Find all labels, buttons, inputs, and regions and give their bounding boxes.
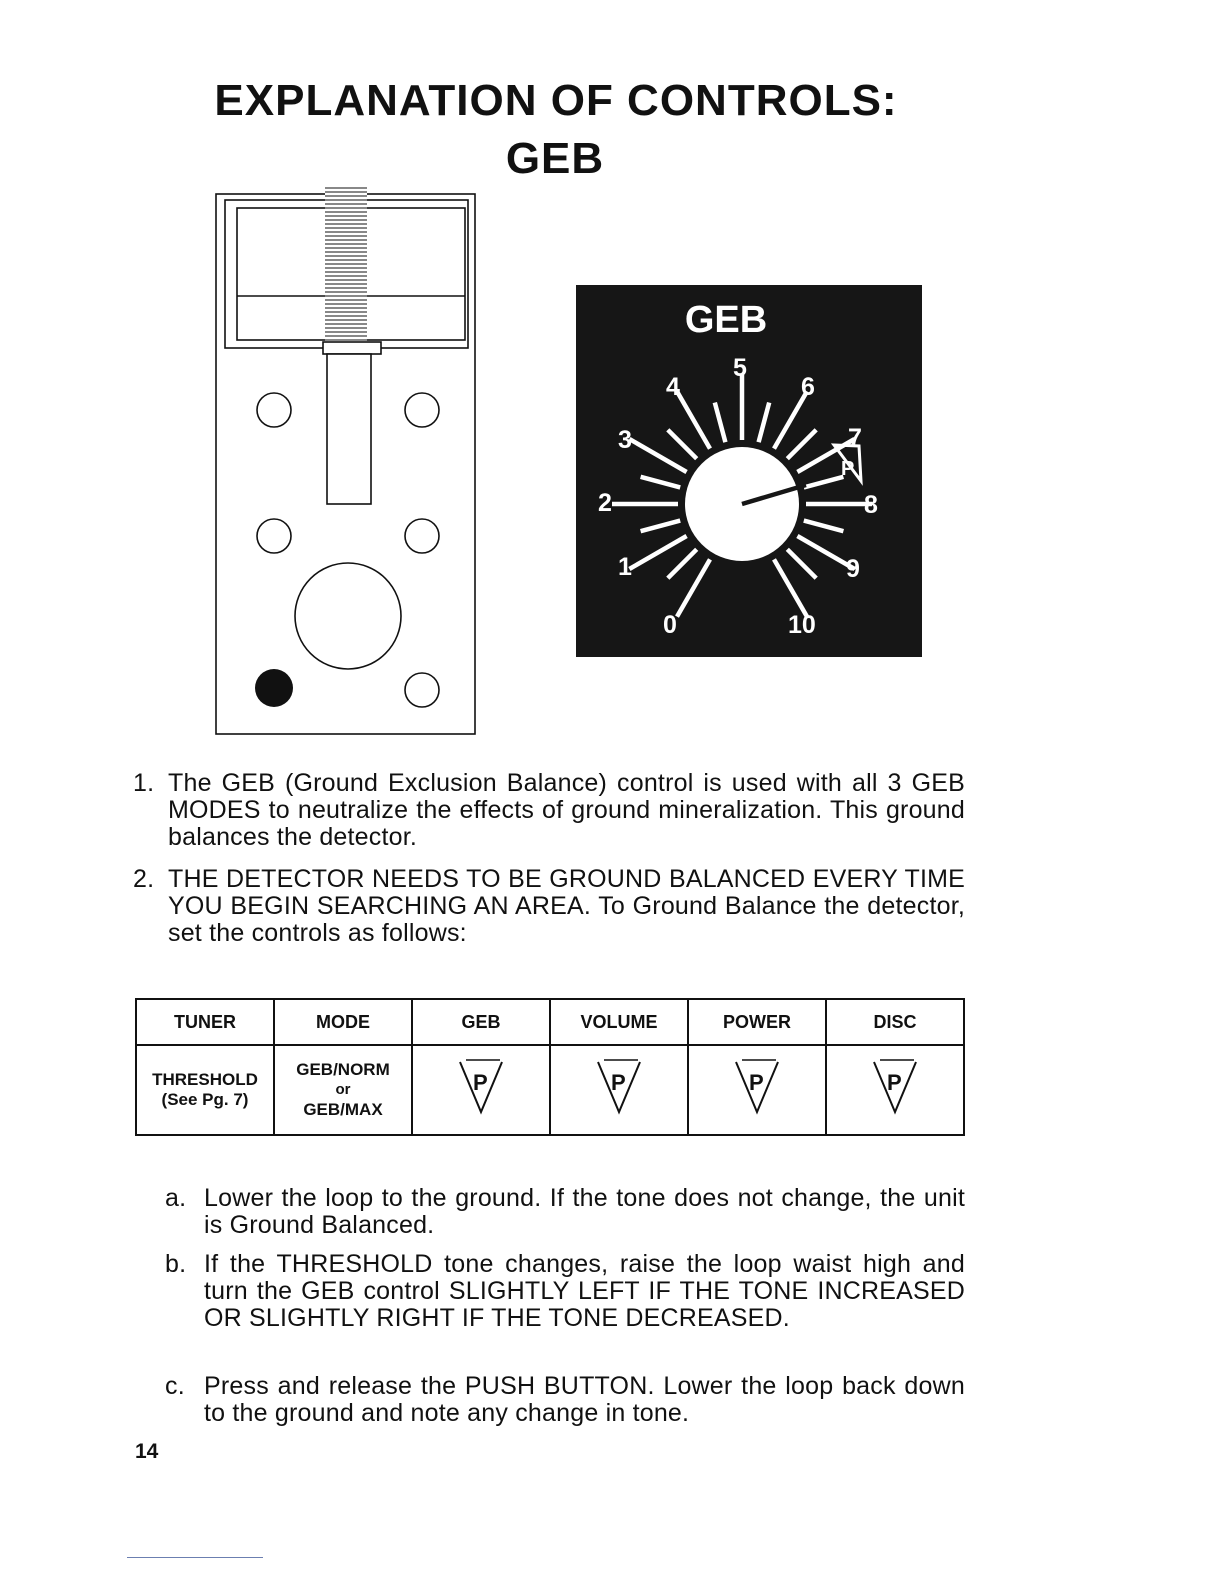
dial-number-0: 0: [663, 611, 677, 639]
preset-triangle-icon: [454, 1056, 508, 1120]
table-header-row: [136, 999, 964, 1045]
mode-value-max: GEB/MAX: [303, 1100, 383, 1119]
dial-number-6: 6: [801, 373, 815, 401]
step-letter: c.: [165, 1372, 185, 1400]
cell-power: [688, 1045, 826, 1135]
step-letter: b.: [165, 1250, 187, 1278]
dial-tick: [715, 403, 726, 443]
paragraph-text: The GEB (Ground Exclusion Balance) control is used with all 3 GEB MODES to neutralize the effects of ground mineralization. This ground balances the detector.: [168, 769, 965, 851]
dial-tick: [759, 403, 770, 443]
header-geb: GEB: [412, 999, 550, 1045]
preset-triangle-icon: [592, 1056, 646, 1120]
tuner-note: (See Pg. 7): [161, 1090, 249, 1109]
geb-dial: [576, 285, 922, 657]
dial-tick: [641, 521, 681, 532]
cell-tuner: [136, 1045, 274, 1135]
cell-disc: [826, 1045, 964, 1135]
geb-dial-panel: [576, 285, 922, 657]
paragraph-number: 1.: [133, 769, 155, 797]
preset-triangle-icon: [868, 1056, 922, 1120]
step-text: Press and release the PUSH BUTTON. Lower the loop back down to the ground and note any change in tone.: [204, 1372, 965, 1427]
tuner-value: THRESHOLD: [152, 1070, 258, 1089]
paragraph-2: [133, 866, 965, 947]
header-volume: VOLUME: [550, 999, 688, 1045]
dial-tick: [677, 391, 710, 448]
preset-triangle-icon: [730, 1056, 784, 1120]
step-c: [133, 1373, 965, 1427]
step-b: [133, 1251, 965, 1332]
preset-symbol: P: [611, 1069, 626, 1095]
dial-tick: [629, 536, 686, 569]
paragraph-number: 2.: [133, 865, 155, 893]
dial-number-5: 5: [733, 354, 747, 382]
dial-number-2: 2: [598, 489, 612, 517]
cell-volume: [550, 1045, 688, 1135]
dial-tick: [774, 559, 807, 616]
dial-tick: [629, 439, 686, 472]
header-tuner: TUNER: [136, 999, 274, 1045]
paragraph-1: [133, 770, 965, 851]
dial-tick: [668, 430, 697, 459]
dial-tick: [787, 549, 816, 578]
dial-number-7: 7: [848, 424, 862, 452]
header-mode: MODE: [274, 999, 412, 1045]
dial-tick: [804, 477, 844, 488]
dial-number-4: 4: [666, 373, 680, 401]
page-number: 14: [135, 1440, 159, 1463]
dial-tick: [641, 477, 681, 488]
dial-tick: [787, 430, 816, 459]
cell-mode: [274, 1045, 412, 1135]
mode-or: or: [335, 1081, 351, 1098]
step-letter: a.: [165, 1184, 187, 1212]
preset-symbol: P: [749, 1069, 764, 1095]
dial-number-8: 8: [864, 491, 878, 519]
dial-number-10: 10: [788, 611, 816, 639]
dial-label: GEB: [684, 299, 768, 341]
header-power: POWER: [688, 999, 826, 1045]
page-title: EXPLANATION OF CONTROLS:: [214, 76, 898, 125]
footer-rule: [127, 1557, 263, 1558]
preset-symbol: P: [887, 1069, 902, 1095]
page-subtitle: GEB: [505, 134, 605, 183]
dial-number-3: 3: [618, 426, 632, 454]
dial-tick: [677, 559, 710, 616]
dial-number-9: 9: [846, 555, 860, 583]
control-panel-diagram: [215, 186, 477, 736]
step-text: If the THRESHOLD tone changes, raise the loop waist high and turn the GEB control SLIGHTLY LEFT IF THE TONE INCREASED OR SLIGHTLY RIGHT IF THE TONE DECREASED.: [204, 1250, 965, 1332]
header-disc: DISC: [826, 999, 964, 1045]
control-settings-table: [135, 998, 965, 1136]
preset-symbol: P: [473, 1069, 488, 1095]
paragraph-text: THE DETECTOR NEEDS TO BE GROUND BALANCED EVERY TIME YOU BEGIN SEARCHING AN AREA. To Ground Balance the detector, set the controls as follows:: [168, 865, 965, 947]
mode-value-norm: GEB/NORM: [296, 1060, 390, 1079]
step-a: [133, 1185, 965, 1239]
dial-number-1: 1: [618, 553, 632, 581]
preset-marker-label: P: [841, 458, 855, 480]
cell-geb: [412, 1045, 550, 1135]
dial-tick: [668, 549, 697, 578]
geb-knob-highlight: [255, 669, 293, 707]
slide-switch-knob: [323, 186, 381, 504]
table-row: [136, 1045, 964, 1135]
dial-tick: [804, 521, 844, 532]
step-text: Lower the loop to the ground. If the tone does not change, the unit is Ground Balanced.: [204, 1184, 965, 1239]
